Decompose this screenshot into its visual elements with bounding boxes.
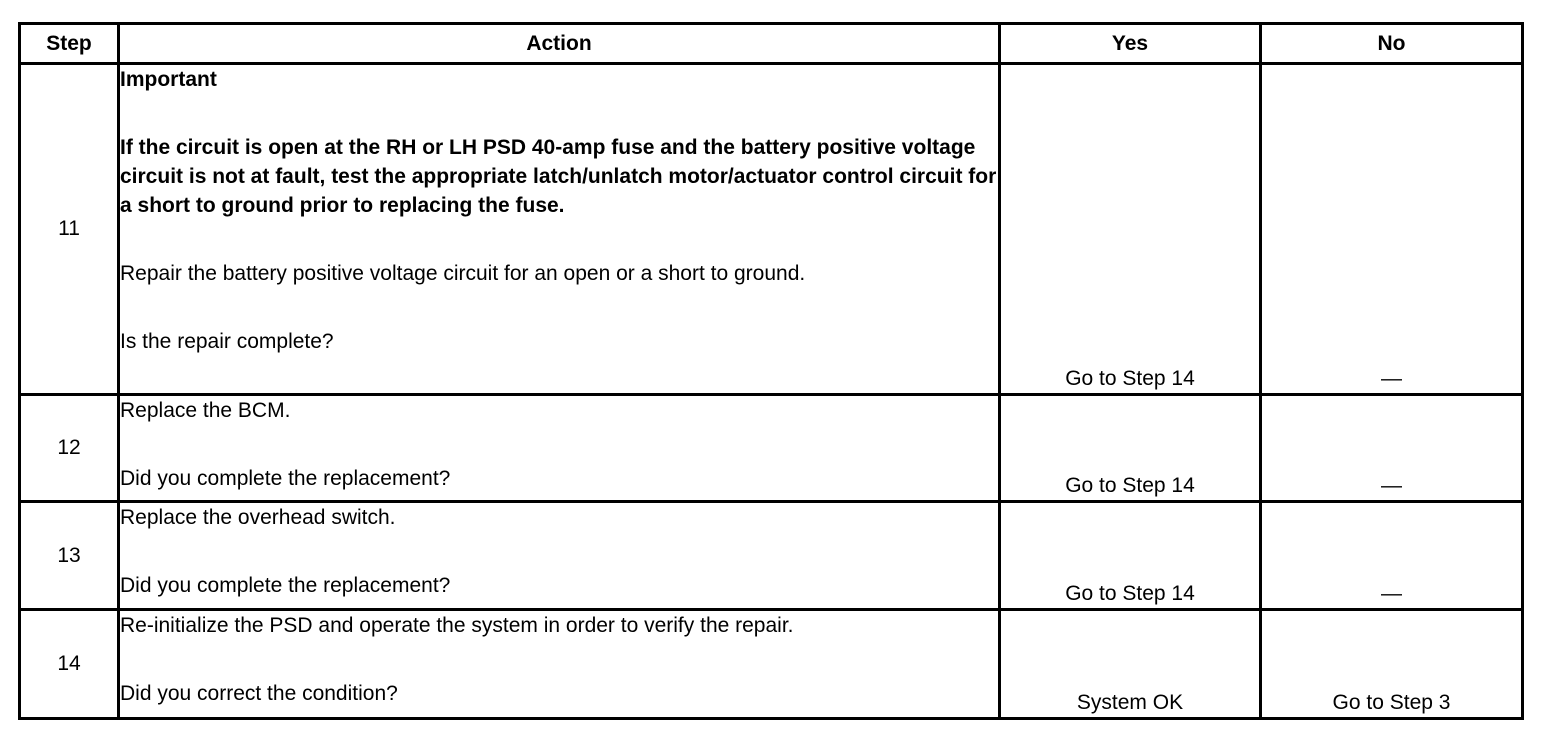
action-instruction: Repair the battery positive voltage circuit for an open or a short to ground. [120,262,806,285]
yes-result: Go to Step 14 [1000,502,1261,610]
action-cell [119,64,1000,395]
table-row [20,64,1523,395]
action-instruction: Replace the BCM. [120,399,291,422]
yes-result: System OK [1000,610,1261,719]
no-result: — [1261,64,1523,395]
table-row [20,395,1523,502]
important-label: Important [120,68,217,91]
no-result: — [1261,502,1523,610]
no-result: Go to Step 3 [1261,610,1523,719]
action-question: Did you complete the replacement? [120,467,451,490]
step-number: 12 [20,395,119,502]
step-number: 14 [20,610,119,719]
action-cell [119,502,1000,610]
step-number: 11 [20,64,119,395]
action-cell [119,395,1000,502]
step-number: 13 [20,502,119,610]
header-step: Step [20,24,119,64]
action-cell [119,610,1000,719]
header-action: Action [119,24,1000,64]
table-row [20,610,1523,719]
no-result: — [1261,395,1523,502]
table-header-row [20,24,1523,64]
diagnostic-steps-table [18,22,1524,720]
action-question: Did you correct the condition? [120,682,398,705]
action-question: Did you complete the replacement? [120,574,451,597]
action-question: Is the repair complete? [120,330,334,353]
table-row [20,502,1523,610]
yes-result: Go to Step 14 [1000,395,1261,502]
important-text: If the circuit is open at the RH or LH PSD 40-amp fuse and the battery positive voltage circuit is not at fault, test the appropriate latch/unlatch motor/actuator control circuit for a short to ground prior to replacing the fuse. [120,136,997,217]
action-instruction: Replace the overhead switch. [120,506,396,529]
action-instruction: Re-initialize the PSD and operate the system in order to verify the repair. [120,614,794,637]
yes-result: Go to Step 14 [1000,64,1261,395]
header-yes: Yes [1000,24,1261,64]
header-no: No [1261,24,1523,64]
